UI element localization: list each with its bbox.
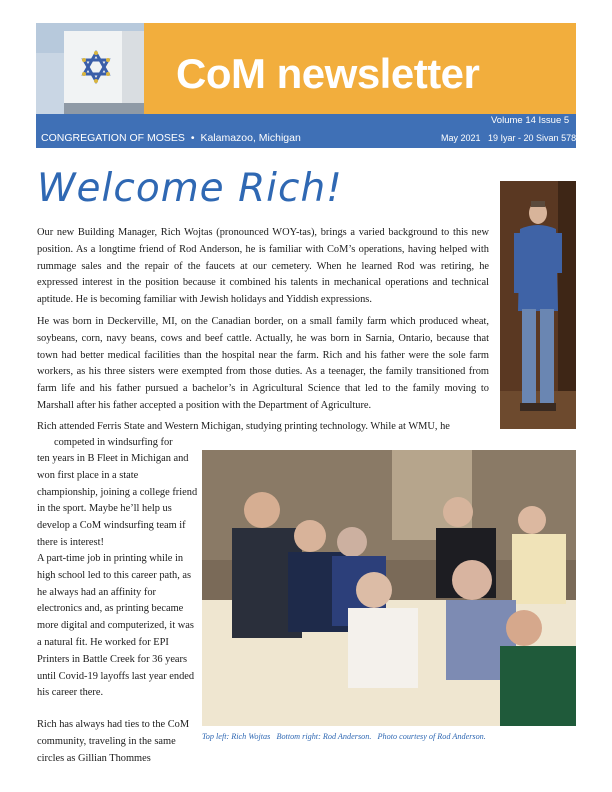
bullet-separator: • [190,132,195,144]
paragraph-education-line1: Rich attended Ferris State and Western Michigan, studying printing technology. While at WMU, he [37,421,450,432]
paragraph-introduction: Our new Building Manager, Rich Wojtas (pronounced WOY-tas), brings a varied background to this new position. As a longtime friend of Rod Anderson, he is familiar with CoM’s operations, having helped with rummage sales and the repair of the faucets at our cemetery. When he learned Rod was retiring, he expressed interest in the position because it combined his talents in mechanical operations and technical aptitude. He is becoming familiar with Jewish holidays and Yiddish expressions. [37,227,489,306]
newsletter-title: CoM newsletter [176,50,480,97]
congregation-line [41,132,301,144]
article-headline: Welcome Rich! [37,166,343,211]
paragraph-community: Rich has always had ties to the CoM community, traveling in the same circles as Gillian Thommes [37,719,190,764]
paragraph-windsurfing: ten years in B Fleet in Michigan and won first place in a state championship, joining a college friend in the sport. Maybe he’ll help us develop a CoM windsurfing team if there is interest! [37,453,198,548]
volume-issue: Volume 14 Issue 5 [491,115,570,126]
congregation-location: Kalamazoo, Michigan [200,132,301,144]
rich-wojtas-photo [500,181,576,429]
paragraph-career: A part-time job in printing while in high school led to this career path, as he always had an affinity for electronics and, as printing became more digital and computerized, it was a natural fit. He worked for EPI Printers in Battle Creek for 36 years until Covid-19 layoffs last year ended his career there. [37,553,195,699]
header-building-photo [36,23,144,114]
issue-date: May 2021 19 Iyar - 20 Sivan 5781 [441,133,582,143]
congregation-name: CONGREGATION OF MOSES [41,132,185,144]
paragraph-background: He was born in Deckerville, MI, on the Canadian border, on a small family farm which produced wheat, soybeans, corn, navy beans, cows and beef cattle. Actually, he was born in Sarnia, Ontario, because that town had better medical facilities than the hospital near the farm. Rich and his father were the sole farm workers, as his three sisters were exempted from those duties. As a teenager, the family transitioned from farm life and his father pursued a bachelor’s in Agricultural Science that led to the family moving to Marshall after his father accepted a position with the Department of Agriculture. [37,316,489,411]
group-photo [202,450,576,726]
photo-caption: Top left: Rich Wojtas Bottom right: Rod Anderson. Photo courtesy of Rod Anderson. [202,732,486,741]
paragraph-education-line2: competed in windsurfing for [54,437,173,448]
